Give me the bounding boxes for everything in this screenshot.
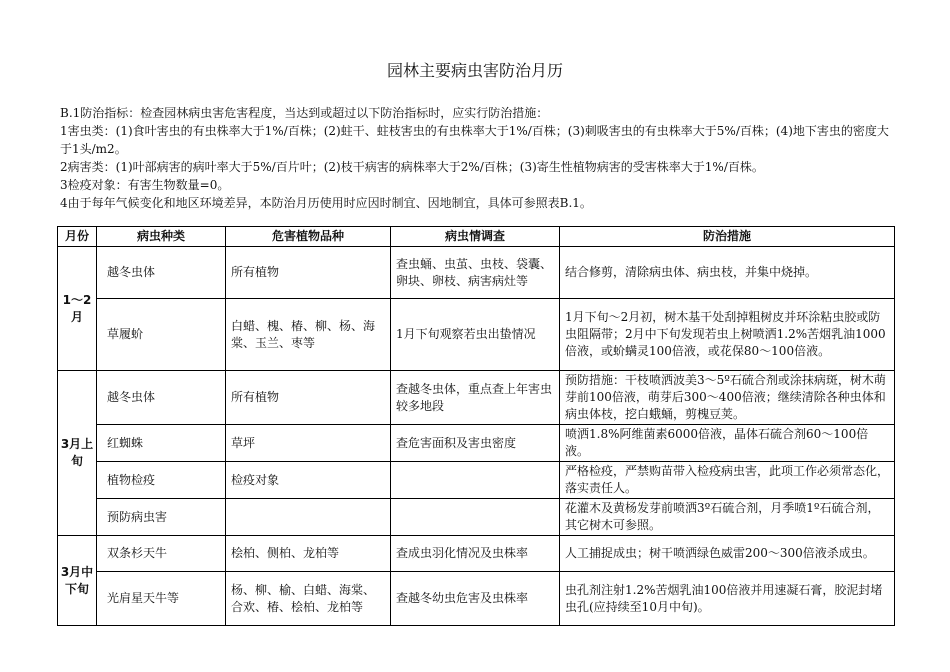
pest-cell: 双条杉天牛 [97,536,226,572]
survey-cell: 查虫蛹、虫茧、虫枝、袋囊、卵块、卵枝、病害病灶等 [391,247,560,299]
header-plants: 危害植物品种 [226,227,391,247]
table-row [58,462,895,499]
pest-cell: 光肩星天牛等 [97,572,226,626]
header-pest: 病虫种类 [97,227,226,247]
pest-cell: 越冬虫体 [97,371,226,425]
survey-cell [391,499,560,536]
survey-cell: 查成虫羽化情况及虫株率 [391,536,560,572]
measures-cell: 预防措施：干枝喷洒波美3～5º石硫合剂或涂抹病斑，树木萌芽前100倍液，萌芽后300～400倍液；继续清除各种虫体和病虫体枝，挖白蛾蛹，剪槐豆荚。 [560,371,895,425]
pest-cell: 越冬虫体 [97,247,226,299]
header-survey: 病虫情调查 [391,227,560,247]
header-measures: 防治措施 [560,227,895,247]
survey-cell [391,462,560,499]
intro-line: 4由于每年气候变化和地区环境差异，本防治月历使用时应因时制宜、因地制宜，具体可参照表B.1。 [60,196,592,210]
measures-cell: 虫孔剂注射1.2%苦烟乳油100倍液并用速凝石膏，胶泥封堵虫孔(应持续至10月中旬)。 [560,572,895,626]
measures-cell: 结合修剪，清除病虫体、病虫枝，并集中烧掉。 [560,247,895,299]
pest-cell: 草履蚧 [97,299,226,371]
pest-cell: 红蜘蛛 [97,425,226,462]
measures-cell: 喷洒1.8%阿维菌素6000倍液，晶体石硫合剂60～100倍液。 [560,425,895,462]
measures-cell: 严格检疫，严禁购苗带入检疫病虫害，此项工作必须常态化，落实责任人。 [560,462,895,499]
table-row [58,499,895,536]
month-cell: 1～2月 [58,247,97,371]
intro-section [60,104,890,212]
table-row [58,425,895,462]
month-cell: 3月中下旬 [58,536,97,626]
plants-cell: 桧柏、侧柏、龙柏等 [226,536,391,572]
plants-cell: 草坪 [226,425,391,462]
pest-cell: 预防病虫害 [97,499,226,536]
plants-cell: 检疫对象 [226,462,391,499]
measures-cell: 花灌木及黄杨发芽前喷洒3º石硫合剂，月季喷1º石硫合剂，其它树木可参照。 [560,499,895,536]
survey-cell: 查危害面积及害虫密度 [391,425,560,462]
measures-cell: 1月下旬～2月初，树木基干处刮掉粗树皮并环涂粘虫胶或防虫阻隔带；2月中下旬发现若虫上树喷洒1.2%苦烟乳油1000倍液，或蚧螨灵100倍液，或花保80～100倍液。 [560,299,895,371]
table-row [58,247,895,299]
intro-line: 1害虫类：(1)食叶害虫的有虫株率大于1%/百株；(2)蛀干、蛀枝害虫的有虫株率大于1%/百株；(3)刺吸害虫的有虫株率大于5%/百株；(4)地下害虫的密度大于1头/m2。 [60,124,889,156]
document-title: 园林主要病虫害防治月历 [386,61,563,80]
intro-line: 2病害类：(1)叶部病害的病叶率大于5%/百片叶；(2)枝干病害的病株率大于2%/百株；(3)寄生性植物病害的受害株率大于1%/百株。 [60,160,764,174]
table-row [58,536,895,572]
month-cell: 3月上旬 [58,371,97,536]
survey-cell: 查越冬幼虫危害及虫株率 [391,572,560,626]
header-month: 月份 [58,227,97,247]
pest-control-calendar-table [57,226,895,626]
table-row [58,572,895,626]
pest-cell: 植物检疫 [97,462,226,499]
plants-cell: 杨、柳、榆、白蜡、海棠、合欢、椿、桧柏、龙柏等 [226,572,391,626]
plants-cell [226,499,391,536]
survey-cell: 1月下旬观察若虫出蛰情况 [391,299,560,371]
table-row [58,371,895,425]
table-row [58,299,895,371]
measures-cell: 人工捕捉成虫；树干喷洒绿色威雷200～300倍液杀成虫。 [560,536,895,572]
plants-cell: 所有植物 [226,371,391,425]
survey-cell: 查越冬虫体，重点查上年害虫较多地段 [391,371,560,425]
intro-line: 3检疫对象：有害生物数量=0。 [60,178,230,192]
plants-cell: 白蜡、槐、椿、柳、杨、海棠、玉兰、枣等 [226,299,391,371]
table-header-row [58,227,895,247]
plants-cell: 所有植物 [226,247,391,299]
intro-line: B.1防治指标：检查园林病虫害危害程度，当达到或超过以下防治指标时，应实行防治措施： [60,106,549,120]
